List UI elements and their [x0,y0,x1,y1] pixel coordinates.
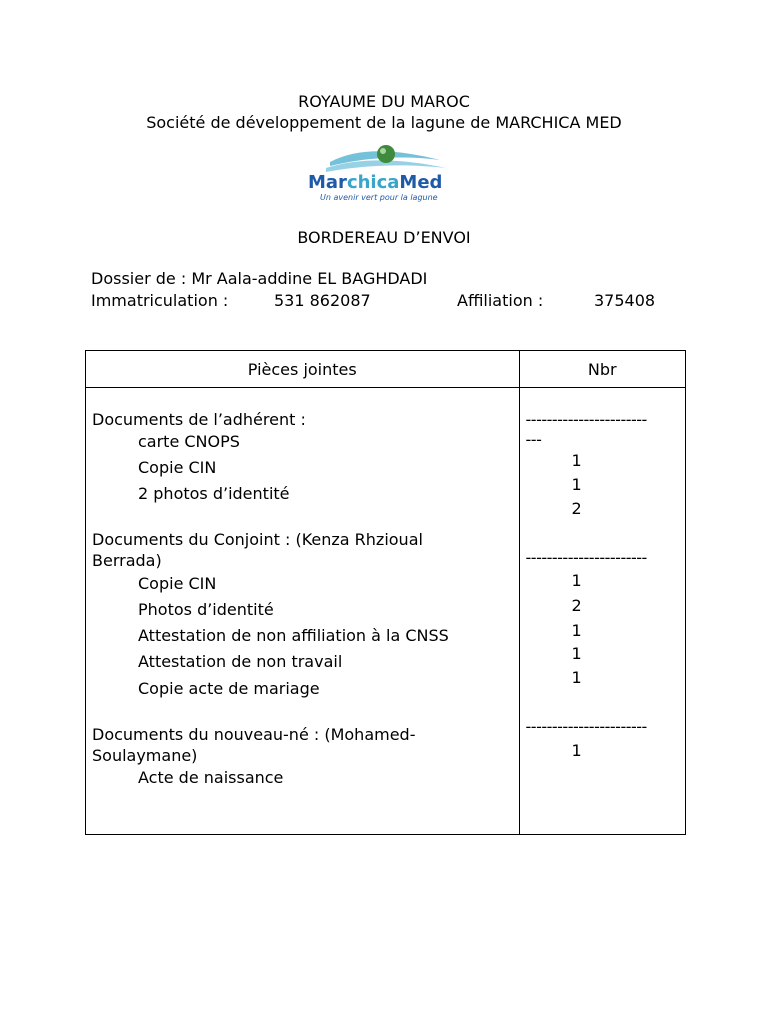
count-value: 2 [571,596,582,615]
section-nouveau-ne-title-cont: Soulaymane) [92,746,198,765]
list-item: carte CNOPS [138,432,240,451]
separator-dashes: ----------------------- [525,548,647,567]
separator-dashes: ----------------------- [525,410,647,429]
separator-dashes: ----------------------- [525,717,647,736]
list-item: Acte de naissance [138,768,284,787]
list-item: Attestation de non affiliation à la CNSS [138,626,449,645]
separator-dashes-cont: --- [525,430,542,449]
header-kingdom: ROYAUME DU MAROC [298,92,470,111]
count-value: 1 [571,621,582,640]
logo-name-part3: Med [399,172,443,193]
dossier-line [91,269,427,288]
count-value: 1 [571,475,582,494]
count-value: 1 [571,571,582,590]
logo-name-part2: chica [346,172,400,193]
section-conjoint-title: Documents du Conjoint : (Kenza Rhzioual [92,530,423,549]
affiliation-label: Affiliation : [457,291,544,310]
table-header-row [86,351,686,388]
dossier-label: Dossier de : [91,269,187,288]
count-value: 2 [571,499,582,518]
table-body-row [86,388,686,835]
section-adherent-title: Documents de l’adhérent : [92,410,306,429]
list-item: Copie CIN [138,458,217,477]
count-value: 1 [571,451,582,470]
list-item: Copie CIN [138,574,217,593]
list-item: Photos d’identité [138,600,274,619]
immatriculation-label: Immatriculation : [91,291,229,310]
affiliation-value: 375408 [594,291,656,310]
count-value: 1 [571,668,582,687]
list-item: Attestation de non travail [138,652,343,671]
pieces-cell [86,388,520,835]
count-value: 1 [571,644,582,663]
document-title: BORDEREAU D’ENVOI [297,228,471,247]
logo-tagline: Un avenir vert pour la lagune [320,193,438,202]
col-header-nbr: Nbr [519,351,685,388]
marchica-med-logo [300,140,460,206]
svg-text:MarchicaMed [308,172,442,193]
section-conjoint-title-cont: Berrada) [92,551,162,570]
nbr-cell [519,388,685,835]
immatriculation-value: 531 862087 [274,291,371,310]
header-company: Société de développement de la lagune de MARCHICA MED [146,113,622,132]
col-header-pieces: Pièces jointes [86,351,520,388]
pieces-jointes-table [85,350,686,835]
dossier-name: Mr Aala-addine EL BAGHDADI [191,269,428,288]
count-value: 1 [571,741,582,760]
list-item: Copie acte de mariage [138,679,320,698]
logo-name-part1: Mar [308,172,347,193]
list-item: 2 photos d’identité [138,484,290,503]
section-nouveau-ne-title: Documents du nouveau-né : (Mohamed- [92,725,416,744]
